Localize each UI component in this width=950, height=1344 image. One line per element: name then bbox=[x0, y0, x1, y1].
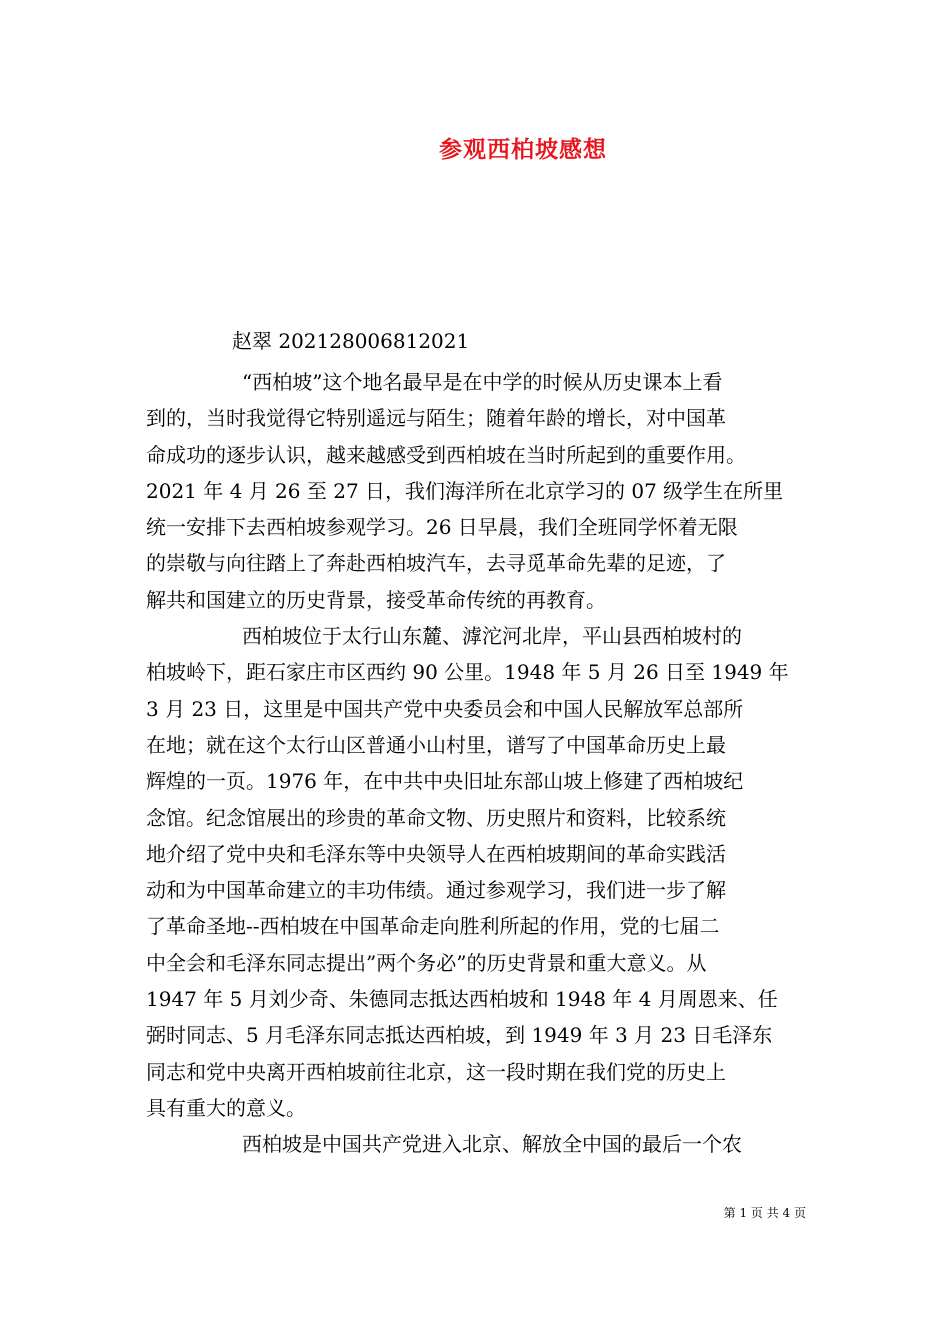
body-line: 了革命圣地--西柏坡在中国革命走向胜利所起的作用，党的七届二 bbox=[146, 914, 720, 939]
body-line: 命成功的逐步认识，越来越感受到西柏坡在当时所起到的重要作用。 bbox=[146, 442, 746, 467]
body-line: 在地；就在这个太行山区普通小山村里，谱写了中国革命历史上最 bbox=[146, 732, 726, 757]
body-line: 西柏坡位于太行山东麓、滹沱河北岸，平山县西柏坡村的 bbox=[242, 624, 742, 649]
body-line: “西柏坡”这个地名最早是在中学的时候从历史课本上看 bbox=[242, 370, 723, 394]
author-line: 赵翠 202128006812021 bbox=[232, 329, 470, 353]
document-title: 参观西柏坡感想 bbox=[439, 136, 607, 163]
body-line: 1947 年 5 月刘少奇、朱德同志抵达西柏坡和 1948 年 4 月周恩来、任 bbox=[146, 987, 778, 1012]
body-line: 地介绍了党中央和毛泽东等中央领导人在西柏坡期间的革命实践活 bbox=[146, 841, 726, 866]
body-line: 柏坡岭下，距石家庄市区西约 90 公里。1948 年 5 月 26 日至 1949 年 bbox=[146, 660, 789, 685]
body-line: 念馆。纪念馆展出的珍贵的革命文物、历史照片和资料，比较系统 bbox=[146, 805, 726, 830]
body-line: 3 月 23 日，这里是中国共产党中央委员会和中国人民解放军总部所 bbox=[146, 696, 744, 721]
body-line: 的崇敬与向往踏上了奔赴西柏坡汽车，去寻觅革命先辈的足迹，了 bbox=[146, 551, 726, 576]
document-body bbox=[146, 364, 806, 1163]
body-line: 辉煌的一页。1976 年，在中共中央旧址东部山坡上修建了西柏坡纪 bbox=[146, 769, 744, 794]
body-line: 解共和国建立的历史背景，接受革命传统的再教育。 bbox=[146, 587, 606, 612]
body-line: 2021 年 4 月 26 至 27 日，我们海洋所在北京学习的 07 级学生在所里 bbox=[146, 478, 784, 503]
body-line: 同志和党中央离开西柏坡前往北京，这一段时期在我们党的历史上 bbox=[146, 1059, 726, 1084]
body-line: 西柏坡是中国共产党进入北京、解放全中国的最后一个农 bbox=[242, 1132, 742, 1157]
page-number: 第 1 页 共 4 页 bbox=[723, 1206, 806, 1220]
body-line: 到的，当时我觉得它特别遥远与陌生；随着年龄的增长，对中国革 bbox=[146, 406, 726, 431]
body-line: 中全会和毛泽东同志提出”两个务必”的历史背景和重大意义。从 bbox=[146, 950, 707, 975]
body-line: 统一安排下去西柏坡参观学习。26 日早晨，我们全班同学怀着无限 bbox=[146, 515, 738, 540]
body-line: 动和为中国革命建立的丰功伟绩。通过参观学习，我们进一步了解 bbox=[146, 878, 726, 903]
body-line: 具有重大的意义。 bbox=[146, 1095, 306, 1120]
body-line: 弼时同志、5 月毛泽东同志抵达西柏坡，到 1949 年 3 月 23 日毛泽东 bbox=[146, 1023, 773, 1048]
